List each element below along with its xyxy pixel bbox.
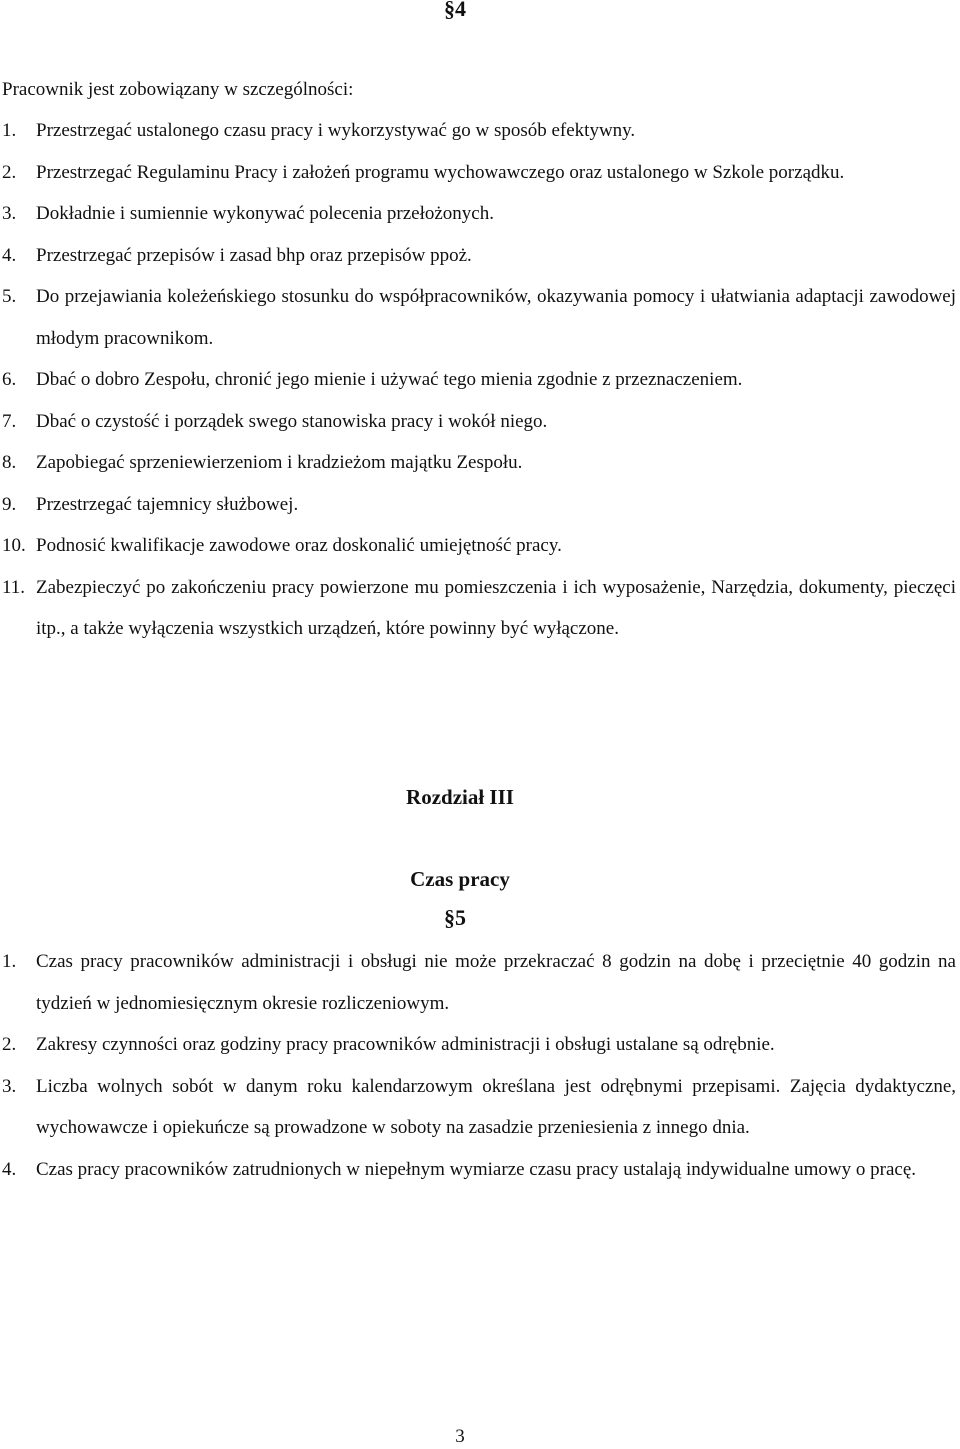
- list-item-number: 8.: [2, 452, 17, 473]
- list-item-number: 4.: [2, 244, 17, 266]
- chapter-subtitle: Czas pracy: [410, 867, 510, 891]
- list-item-text: Podnosić kwalifikacje zawodowe oraz doskonalić umiejętność pracy.: [36, 535, 562, 556]
- list-item-text: Czas pracy pracowników administracji i obsługi nie może przekraczać 8 godzin na dobę i przeciętnie 40 godzin na tydzień w jednomiesięcznym okresie rozliczeniowym.: [36, 951, 956, 1014]
- list-item-number: 3.: [2, 203, 17, 224]
- list-item: [0, 525, 956, 567]
- list-item-number: 3.: [2, 1075, 17, 1097]
- list-item-text: Zabezpieczyć po zakończeniu pracy powierzone mu pomieszczenia i ich wyposażenie, Narzędzia, dokumenty, pieczęci itp., a także wyłączenia wszystkich urządzeń, które powinny być wyłączone.: [36, 576, 956, 639]
- list-item-text: Przestrzegać Regulaminu Pracy i założeń programu wychowawczego oraz ustalonego w Szkole porządku.: [36, 161, 845, 183]
- list-item: [0, 442, 956, 484]
- list-item: [0, 110, 956, 152]
- list-item: [0, 941, 956, 1024]
- list-item-number: 9.: [2, 493, 17, 515]
- list-item: [0, 359, 956, 401]
- list-item: [0, 235, 956, 277]
- list-item-text: Dbać o czystość i porządek swego stanowiska pracy i wokół niego.: [36, 410, 548, 432]
- list-item-number: 2.: [2, 1034, 17, 1055]
- list-item-text: Przestrzegać tajemnicy służbowej.: [36, 493, 299, 515]
- list-item: [0, 1024, 956, 1066]
- list-item-number: 2.: [2, 161, 17, 183]
- list-item-number: 1.: [2, 120, 17, 141]
- chapter-title: Rozdział III: [406, 785, 514, 809]
- list-item: [0, 152, 956, 194]
- page-number: 3: [455, 1426, 465, 1447]
- list-item-text: Zapobiegać sprzeniewierzeniom i kradzieżom majątku Zespołu.: [36, 452, 523, 473]
- list-item-number: 5.: [2, 286, 17, 307]
- list-item-text: Liczba wolnych sobót w danym roku kalendarzowym określana jest odrębnymi przepisami. Zajęcia dydaktyczne, wychowawcze i opiekuńcze są prowadzone w soboty na zasadzie przeniesienia z innego dnia.: [36, 1075, 956, 1138]
- list-item: [0, 1149, 956, 1191]
- list-item-number: 7.: [2, 410, 17, 432]
- list-item-number: 1.: [2, 951, 17, 972]
- section-5-list: [0, 941, 956, 1190]
- list-item: [0, 567, 956, 650]
- list-item-number: 11.: [2, 576, 26, 598]
- list-item-text: Dokładnie i sumiennie wykonywać polecenia przełożonych.: [36, 203, 494, 224]
- list-item-text: Zakresy czynności oraz godziny pracy pracowników administracji i obsługi ustalane są odrębnie.: [36, 1034, 775, 1055]
- list-item-text: Przestrzegać ustalonego czasu pracy i wykorzystywać go w sposób efektywny.: [36, 120, 636, 141]
- list-item-number: 4.: [2, 1158, 17, 1180]
- list-item: [0, 484, 956, 526]
- list-item-text: Przestrzegać przepisów i zasad bhp oraz przepisów ppoż.: [36, 244, 472, 266]
- list-item-number: 6.: [2, 369, 17, 390]
- list-item: [0, 193, 956, 235]
- section-4-mark: §4: [444, 0, 466, 21]
- list-item-number: 10.: [2, 535, 26, 556]
- list-item-text: Czas pracy pracowników zatrudnionych w niepełnym wymiarze czasu pracy ustalają indywidualne umowy o pracę.: [36, 1158, 917, 1180]
- list-item: [0, 401, 956, 443]
- list-item: [0, 1066, 956, 1149]
- section-4-list: [0, 110, 956, 650]
- list-item: [0, 276, 956, 359]
- list-item-text: Dbać o dobro Zespołu, chronić jego mienie i używać tego mienia zgodnie z przeznaczeniem.: [36, 369, 743, 390]
- list-item-text: Do przejawiania koleżeńskiego stosunku do współpracowników, okazywania pomocy i ułatwiania adaptacji zawodowej młodym pracownikom.: [36, 286, 956, 349]
- section-5-mark: §5: [444, 905, 466, 930]
- section-4-intro: Pracownik jest zobowiązany w szczególności:: [2, 79, 354, 100]
